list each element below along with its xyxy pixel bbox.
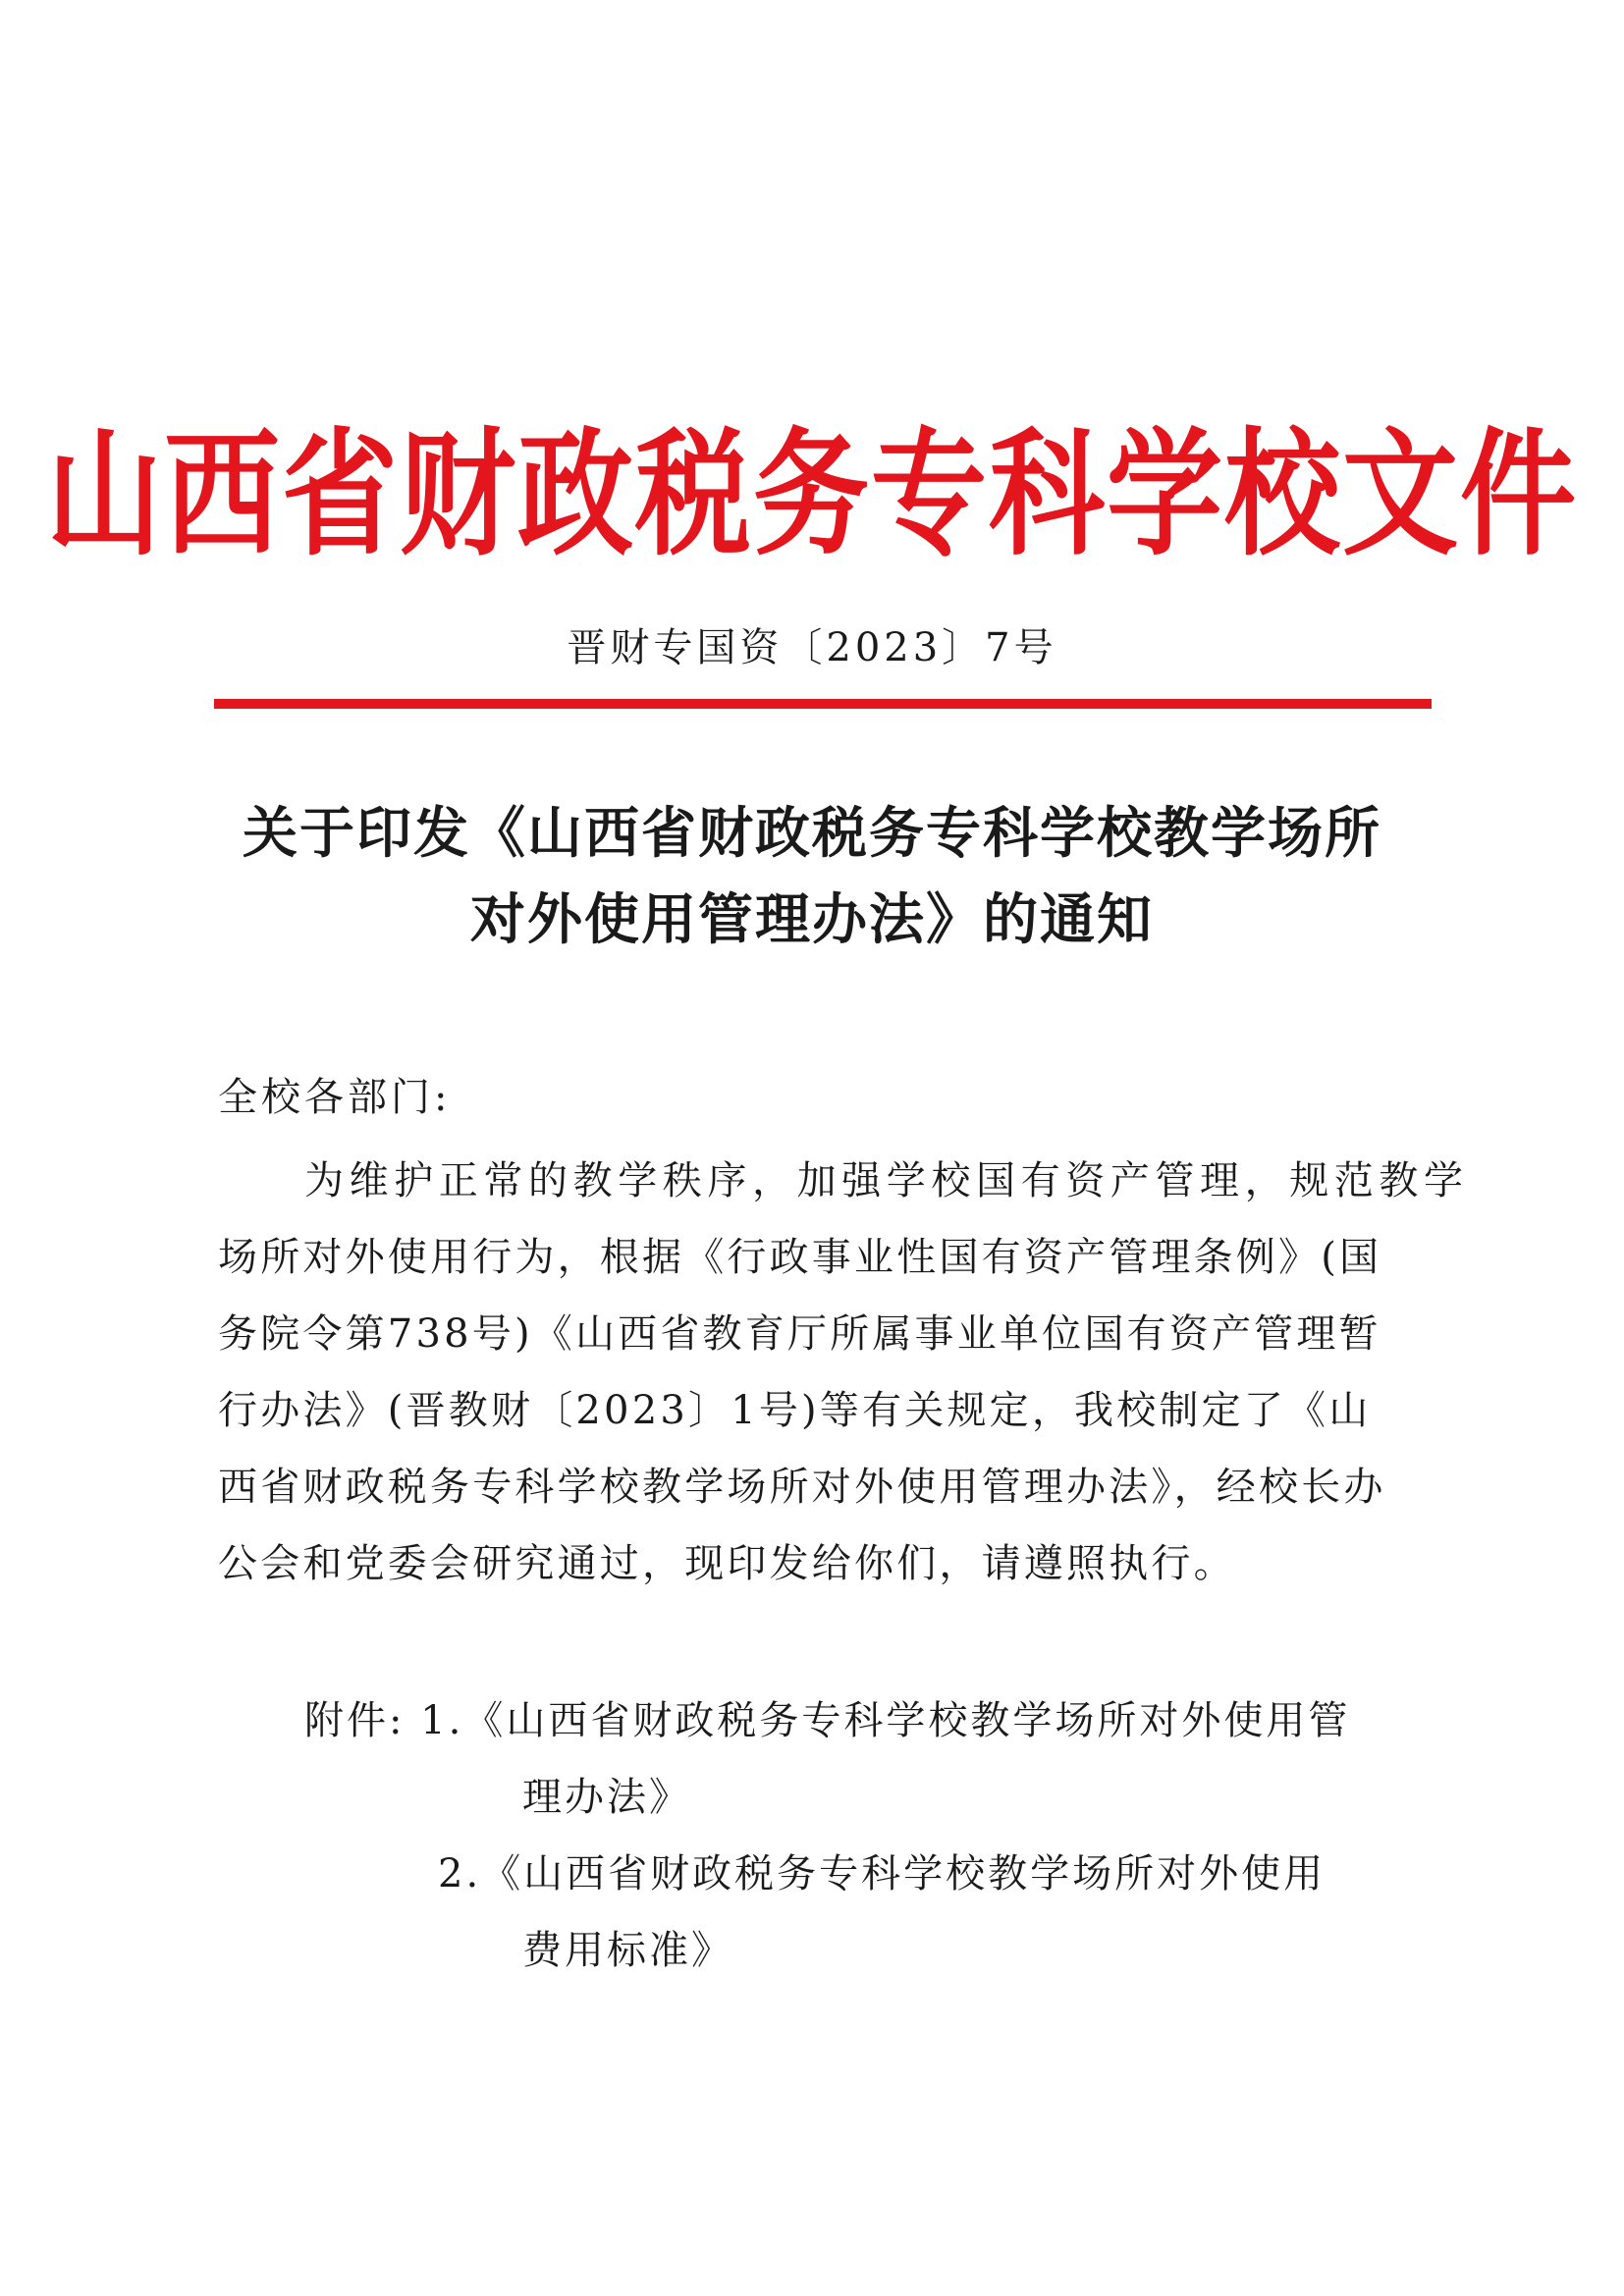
notice-title-line: 对外使用管理办法》的通知 bbox=[470, 887, 1154, 952]
attachment-item-1-continued: 理办法》 bbox=[522, 1775, 691, 1820]
attachment-item-1: 附件: 1.《山西省财政税务专科学校教学场所对外使用管 bbox=[304, 1698, 1351, 1743]
notice-title-line: 关于印发《山西省财政税务专科学校教学场所 bbox=[243, 801, 1381, 866]
body-line: 场所对外使用行为，根据《行政事业性国有资产管理条例》(国 bbox=[218, 1235, 1382, 1280]
body-line: 西省财政税务专科学校教学场所对外使用管理办法》，经校长办 bbox=[218, 1465, 1386, 1510]
salutation: 全校各部门: bbox=[218, 1075, 452, 1120]
attachment-item-2-continued: 费用标准》 bbox=[522, 1928, 733, 1973]
body-line: 行办法》(晋教财〔2023〕1号)等有关规定，我校制定了《山 bbox=[218, 1388, 1372, 1433]
attachments-list bbox=[304, 1682, 1350, 1989]
body-paragraph bbox=[218, 1143, 1469, 1602]
header-divider bbox=[214, 699, 1432, 709]
attachment-item-2: 2.《山西省财政税务专科学校教学场所对外使用 bbox=[438, 1851, 1326, 1896]
body-line: 公会和党委会研究通过，现印发给你们，请遵照执行。 bbox=[218, 1541, 1236, 1586]
body-line: 务院令第738号)《山西省教育厅所属事业单位国有资产管理暂 bbox=[218, 1311, 1381, 1357]
document-number: 晋财专国资〔2023〕7号 bbox=[567, 625, 1057, 670]
document-header-title: 山西省财政税务专科学校文件 bbox=[45, 412, 1578, 574]
body-line: 为维护正常的教学秩序，加强学校国有资产管理，规范教学 bbox=[304, 1158, 1469, 1203]
notice-title bbox=[196, 790, 1428, 963]
